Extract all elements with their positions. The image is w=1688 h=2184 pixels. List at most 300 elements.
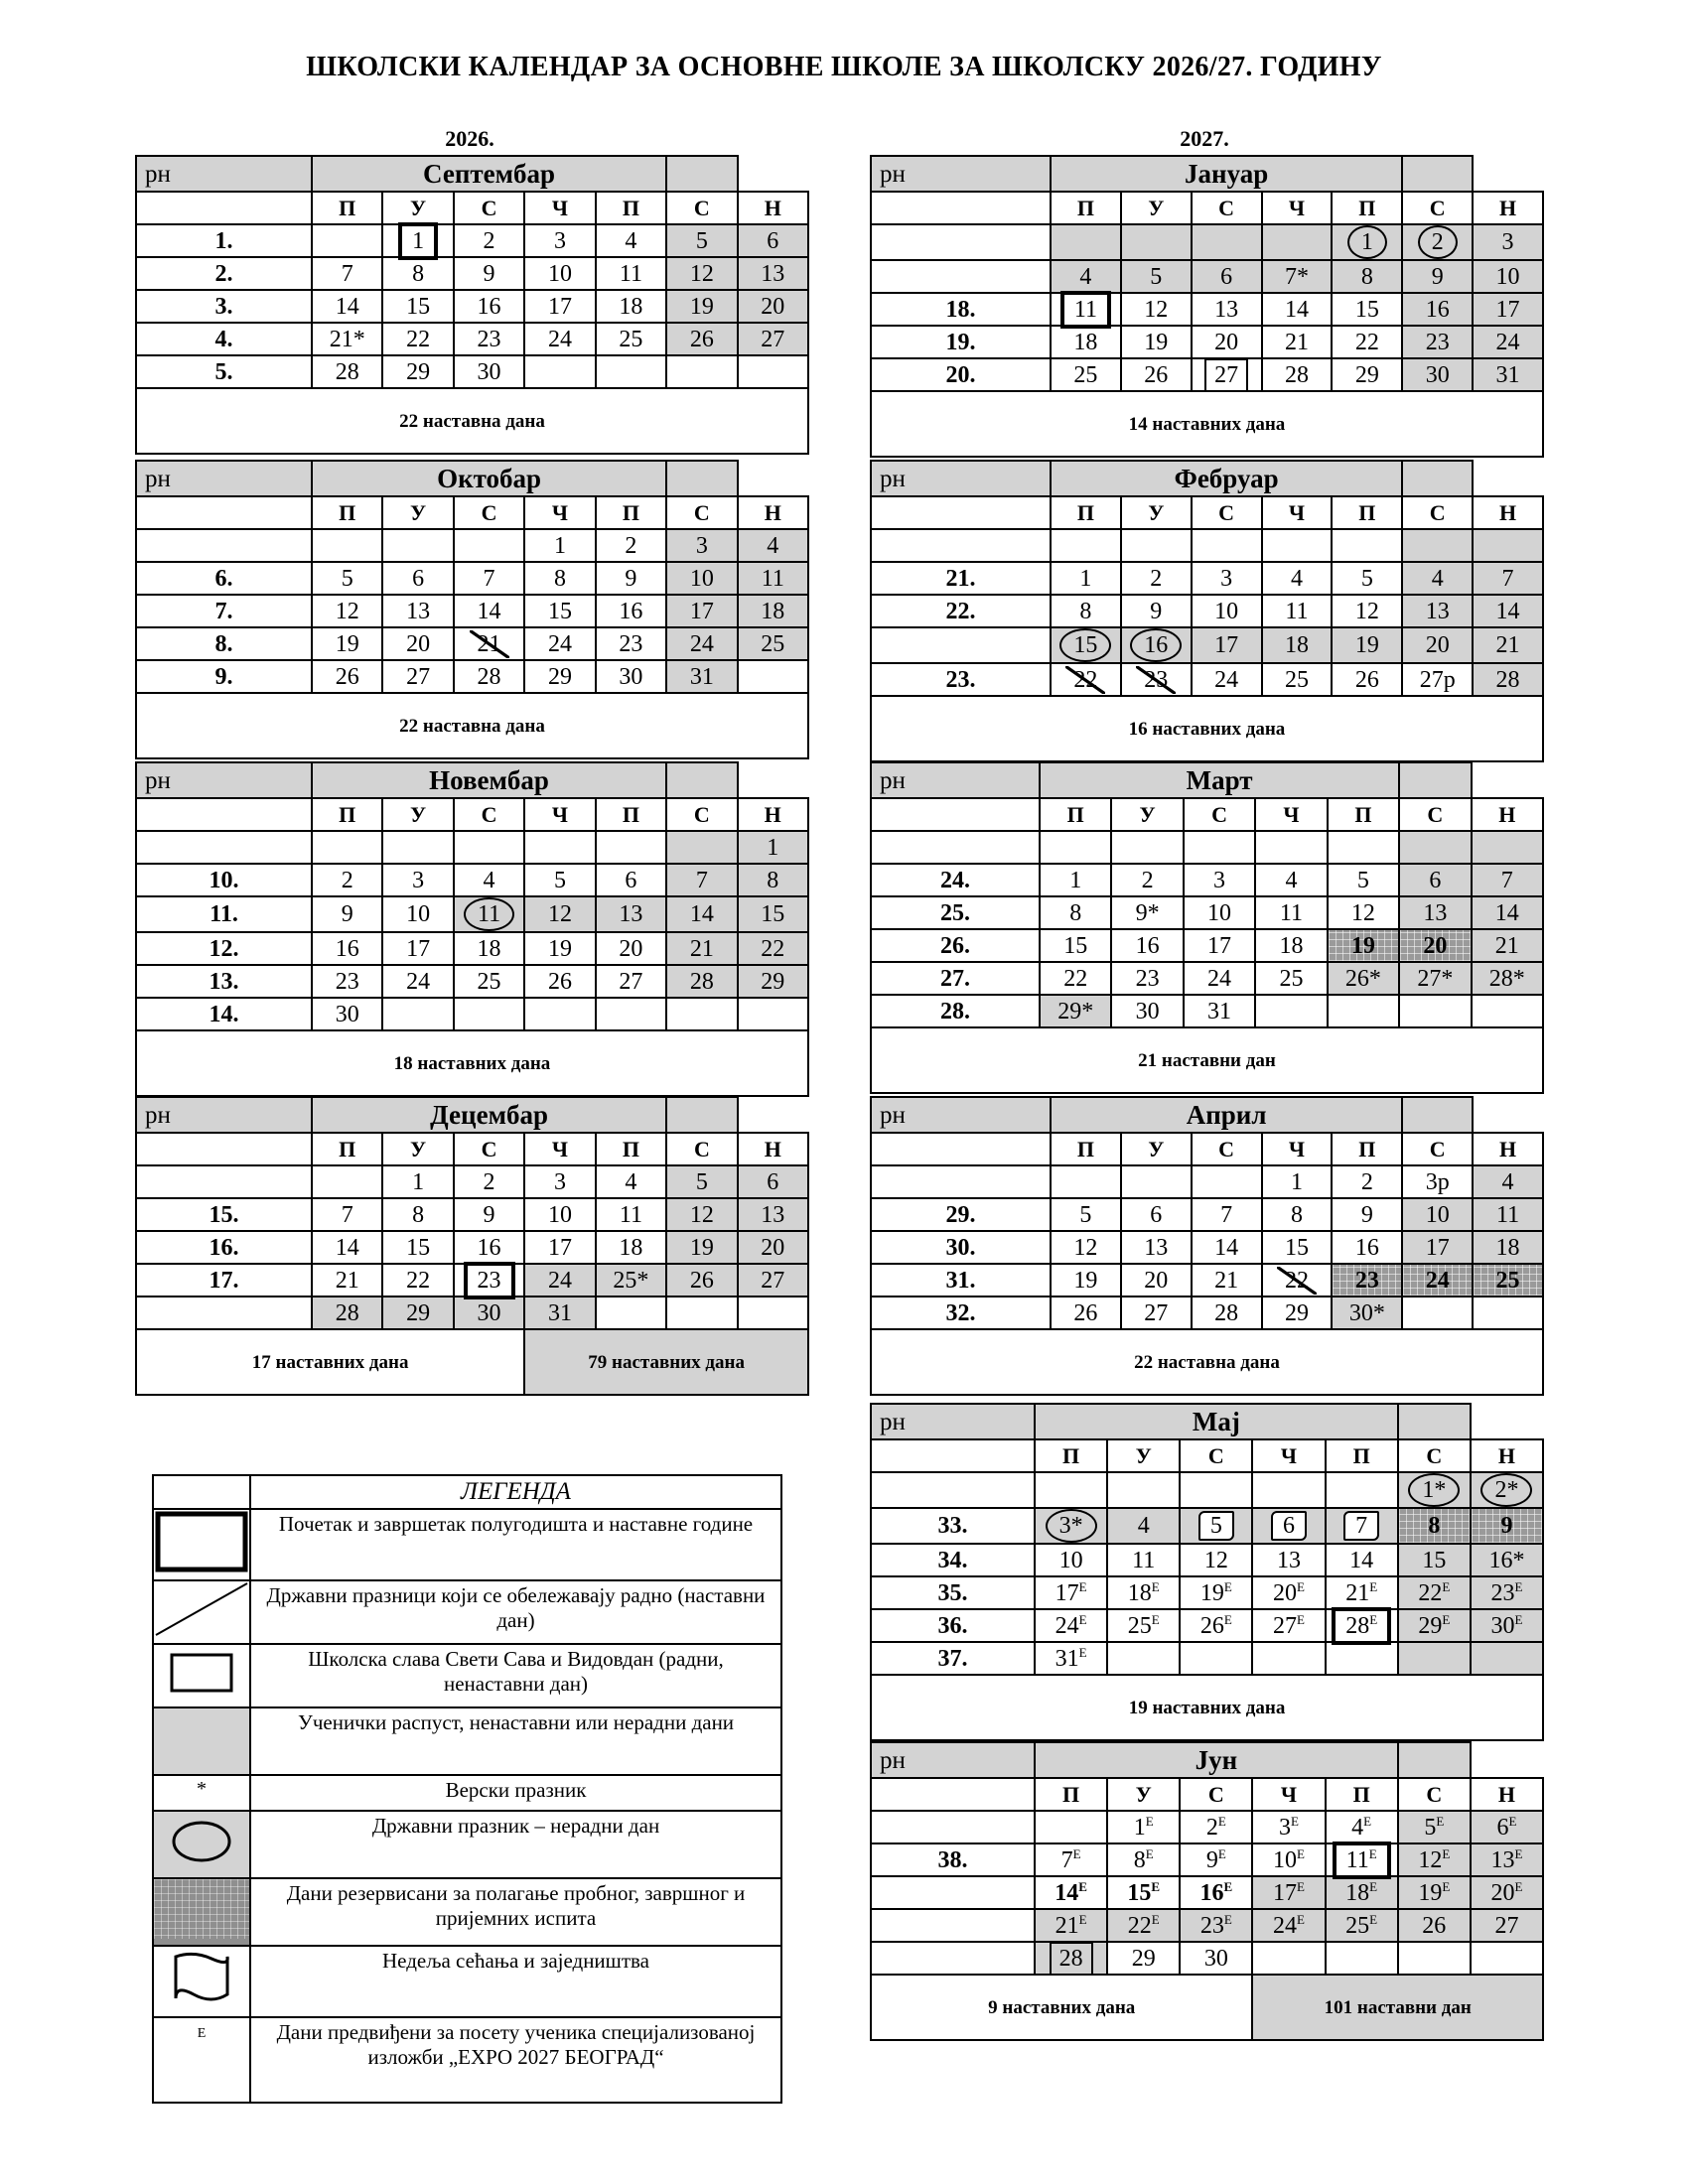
day-value: 21	[1495, 632, 1520, 658]
day-cell	[1051, 529, 1121, 562]
day-cell	[1262, 224, 1333, 260]
weekday-header: П	[312, 192, 382, 224]
weekday-header: П	[1040, 798, 1111, 831]
day-cell	[382, 1297, 453, 1329]
day-number	[1132, 932, 1164, 960]
day-cell	[1107, 1909, 1180, 1942]
day-cell	[596, 932, 666, 965]
day-value: 13	[406, 598, 431, 624]
day-value: 21	[1345, 1579, 1370, 1606]
day-number	[686, 1234, 718, 1262]
day-value: 27	[619, 968, 643, 995]
day-number	[1287, 1201, 1307, 1229]
day-value: 14	[689, 901, 714, 927]
day-value: 26*	[1344, 965, 1381, 992]
day-number	[1281, 631, 1313, 659]
day-cell	[1471, 1472, 1543, 1508]
day-cell	[1473, 1165, 1543, 1198]
expo-marker: Е	[1369, 1578, 1378, 1594]
day-value: 17	[1273, 1879, 1298, 1906]
day-cell	[454, 595, 524, 627]
day-number	[615, 293, 646, 321]
month-table	[135, 460, 809, 759]
day-cell	[1328, 864, 1399, 896]
teaching-days-month: 22 наставна дана	[871, 1329, 1543, 1395]
header-blank	[1402, 156, 1473, 192]
day-value: 10	[547, 1201, 572, 1228]
day-number	[1140, 1299, 1172, 1327]
day-number	[1498, 565, 1518, 593]
day-number	[1130, 1814, 1158, 1842]
day-value: 24	[406, 968, 431, 995]
day-cell	[454, 562, 524, 595]
weekday-header: П	[1051, 1133, 1121, 1165]
year-label-2026: 2026.	[445, 126, 494, 151]
day-cell	[738, 1264, 808, 1297]
day-number	[1351, 296, 1383, 324]
day-cell	[596, 660, 666, 693]
day-value: 4	[1351, 1814, 1364, 1841]
day-number	[1351, 666, 1383, 694]
day-value: 3*	[1058, 1513, 1083, 1539]
day-number	[1275, 965, 1307, 993]
legend-text: Државни празници који се обележавају радно (наставни дан)	[250, 1580, 781, 1644]
day-cell	[666, 627, 737, 660]
day-value: 30	[1135, 998, 1160, 1024]
expo-marker: Е	[1078, 1578, 1087, 1594]
day-value: 11	[619, 1201, 642, 1228]
day-value: 19	[1073, 1267, 1098, 1294]
day-number	[1485, 965, 1529, 993]
day-cell	[1192, 562, 1262, 595]
day-number	[615, 630, 646, 658]
day-value: 9	[1431, 263, 1444, 290]
expo-marker: Е	[1223, 1911, 1232, 1927]
day-value: 16	[477, 293, 501, 320]
day-value: 21	[1214, 1267, 1239, 1294]
week-number	[136, 529, 312, 562]
day-cell	[1398, 1576, 1471, 1609]
day-cell	[1035, 1544, 1107, 1576]
day-value: 9	[1500, 1513, 1513, 1539]
day-cell	[524, 864, 595, 896]
day-number	[1196, 1579, 1236, 1607]
day-cell	[454, 998, 524, 1030]
day-number	[1140, 329, 1172, 356]
day-cell	[596, 998, 666, 1030]
day-value: 13	[619, 901, 643, 927]
day-cell	[1107, 1811, 1180, 1843]
legend-symbol-text: *	[197, 1778, 207, 1800]
day-cell	[312, 290, 382, 323]
expo-marker: Е	[1514, 1845, 1523, 1861]
day-number-box	[468, 1266, 511, 1296]
day-value: 9	[341, 901, 353, 927]
day-number	[544, 663, 576, 691]
day-value: 21	[689, 935, 714, 962]
blank-cell	[871, 1439, 1035, 1472]
day-cell	[1040, 995, 1111, 1027]
week-number: 23.	[871, 663, 1051, 696]
day-value: 25	[1127, 1612, 1152, 1639]
weekday-header: Н	[738, 496, 808, 529]
legend-symbol-box	[153, 1644, 250, 1707]
day-value: 13	[1490, 1846, 1515, 1873]
day-number	[1059, 965, 1091, 993]
weekday-header: П	[1051, 192, 1121, 224]
weekday-header: С	[1180, 1778, 1252, 1811]
day-value: 5	[1356, 867, 1369, 893]
day-cell	[738, 224, 808, 257]
day-value: 4	[1501, 1168, 1514, 1195]
day-number	[1276, 899, 1307, 927]
day-cell	[1332, 627, 1402, 663]
day-cell	[312, 831, 382, 864]
day-cell	[1192, 1297, 1262, 1329]
day-value: 29	[1284, 1299, 1309, 1326]
day-cell	[1184, 962, 1255, 995]
day-value: 26	[1354, 666, 1379, 693]
day-value: 26	[689, 1267, 714, 1294]
blank-cell	[136, 1133, 312, 1165]
week-number: 25.	[871, 896, 1040, 929]
expo-marker: Е	[1151, 1578, 1160, 1594]
weekday-header: У	[1121, 1133, 1192, 1165]
day-value: 27	[1273, 1612, 1298, 1639]
day-value: 27*	[1417, 965, 1454, 992]
weekday-header: С	[454, 496, 524, 529]
day-number	[1418, 1912, 1450, 1940]
day-cell	[454, 1198, 524, 1231]
day-value: 8	[1360, 263, 1373, 290]
day-value: 16*	[1488, 1547, 1525, 1573]
day-number	[1275, 932, 1307, 960]
day-number	[1281, 598, 1312, 625]
day-value: 18	[1127, 1579, 1152, 1606]
day-cell	[1184, 864, 1255, 896]
day-cell	[1121, 224, 1192, 260]
day-number	[1123, 1879, 1164, 1907]
day-cell	[1121, 529, 1192, 562]
day-cell	[1471, 1811, 1543, 1843]
day-cell	[382, 355, 453, 388]
weekday-header: Ч	[1252, 1778, 1325, 1811]
day-value: 15	[1063, 932, 1088, 959]
day-cell	[1332, 1198, 1402, 1231]
week-number: 1.	[136, 224, 312, 257]
day-value: 11	[1285, 598, 1309, 624]
day-value: 24	[547, 1267, 572, 1294]
day-value: 17	[547, 1234, 572, 1261]
day-value: 5	[553, 867, 566, 893]
day-value: 18	[1284, 632, 1309, 658]
day-number	[332, 663, 363, 691]
day-value: 25	[1279, 965, 1304, 992]
day-cell	[738, 1198, 808, 1231]
legend-symbol-grid	[153, 1878, 250, 1946]
day-cell	[1121, 1231, 1192, 1264]
week-number-header: рн	[871, 1742, 1035, 1778]
day-value: 30	[335, 1001, 359, 1027]
day-value: 15	[547, 598, 572, 624]
day-number	[326, 326, 369, 353]
blank-cell	[871, 798, 1040, 831]
day-value: 1	[412, 1168, 425, 1195]
day-cell	[1332, 1264, 1402, 1297]
day-cell	[1040, 962, 1111, 995]
day-cell	[1035, 1811, 1107, 1843]
day-cell	[1328, 831, 1399, 864]
teaching-days-month: 17 наставних дана	[136, 1329, 524, 1395]
day-number	[1146, 263, 1166, 291]
month-table	[135, 155, 809, 455]
day-cell	[1332, 293, 1402, 326]
week-number: 14.	[136, 998, 312, 1030]
day-number	[1128, 1945, 1160, 1973]
day-value: 3	[1220, 565, 1233, 592]
week-number	[871, 831, 1040, 864]
day-cell	[1255, 929, 1327, 962]
day-value: 14	[335, 1234, 359, 1261]
day-number	[1414, 1846, 1454, 1874]
day-value: 6	[767, 227, 779, 254]
day-cell	[1252, 1811, 1325, 1843]
day-value: 22	[1063, 965, 1088, 992]
week-number: 2.	[136, 257, 312, 290]
day-value: 29	[1354, 361, 1379, 388]
day-cell	[666, 998, 737, 1030]
day-value: 2	[483, 1168, 495, 1195]
day-cell	[596, 1165, 666, 1198]
day-value: 2	[1205, 1814, 1218, 1841]
day-value: 16	[1135, 932, 1160, 959]
day-value: 8	[553, 565, 566, 592]
day-number	[1075, 565, 1095, 593]
day-value: 30	[619, 663, 643, 690]
weekday-header: С	[666, 1133, 737, 1165]
day-cell	[1398, 1508, 1471, 1544]
day-cell	[1262, 1297, 1333, 1329]
day-number	[1075, 1201, 1095, 1229]
day-cell	[1326, 1909, 1398, 1942]
day-number	[1351, 361, 1383, 389]
day-cell	[1326, 1508, 1398, 1544]
day-value: 31	[1495, 361, 1520, 388]
day-cell	[1192, 1264, 1262, 1297]
week-number-header: рн	[871, 1404, 1035, 1439]
day-number	[763, 532, 782, 560]
day-cell	[312, 932, 382, 965]
day-number	[1134, 1512, 1154, 1540]
day-number	[480, 260, 499, 288]
day-cell	[1402, 1165, 1473, 1198]
day-value: 24	[1207, 965, 1232, 992]
day-number	[1418, 1547, 1450, 1574]
day-cell	[1332, 1231, 1402, 1264]
expo-marker: Е	[1151, 1878, 1161, 1894]
day-number-flag	[1343, 1511, 1379, 1541]
day-value: 14	[1055, 1879, 1079, 1906]
day-value: 8	[1290, 1201, 1303, 1228]
day-cell	[666, 831, 737, 864]
day-value: 23	[1144, 666, 1169, 693]
weekday-header: С	[1180, 1439, 1252, 1472]
day-number	[615, 900, 646, 928]
day-number	[1140, 1267, 1172, 1295]
weekday-header: Н	[1472, 798, 1543, 831]
day-value: 9	[1205, 1846, 1218, 1873]
day-cell	[1121, 293, 1192, 326]
day-cell	[596, 1264, 666, 1297]
day-value: 11	[619, 260, 642, 287]
weekday-header: Н	[1473, 496, 1543, 529]
day-number-oval	[1480, 1473, 1532, 1507]
day-number	[686, 935, 718, 963]
month-name: Март	[1040, 762, 1399, 798]
day-number	[544, 935, 576, 963]
day-value: 25	[1073, 361, 1098, 388]
day-value: 4	[767, 532, 779, 559]
day-value: 27	[761, 326, 785, 352]
day-number	[1202, 1814, 1230, 1842]
legend-text: Државни празник – нерадни дан	[250, 1811, 781, 1878]
day-cell	[1398, 1544, 1471, 1576]
day-cell	[524, 831, 595, 864]
week-number: 16.	[136, 1231, 312, 1264]
day-number	[757, 260, 788, 288]
day-number	[402, 663, 434, 691]
day-number	[1124, 1579, 1164, 1607]
day-number	[1281, 361, 1313, 389]
day-cell	[1252, 1576, 1325, 1609]
teaching-days-semester: 101 наставни дан	[1252, 1975, 1543, 2040]
day-cell	[382, 1165, 453, 1198]
day-number	[1422, 598, 1454, 625]
day-cell	[1399, 831, 1471, 864]
day-value: 13	[1423, 899, 1448, 926]
week-number: 36.	[871, 1609, 1035, 1642]
day-number	[1287, 565, 1307, 593]
day-value: 19	[1144, 329, 1169, 355]
month-name: Јун	[1035, 1742, 1398, 1778]
month-table	[870, 155, 1544, 458]
week-number: 3.	[136, 290, 312, 323]
day-value: 9	[483, 1201, 495, 1228]
day-number	[692, 227, 712, 255]
expo-marker: Е	[1442, 1878, 1451, 1894]
day-value: 2	[1360, 1168, 1373, 1195]
day-cell	[1262, 1264, 1333, 1297]
header-blank	[1399, 762, 1471, 798]
day-value: 9*	[1135, 899, 1160, 926]
day-number	[338, 1201, 357, 1229]
day-cell	[1399, 929, 1471, 962]
day-value: 14	[1284, 296, 1309, 323]
day-cell	[666, 1231, 737, 1264]
expo-marker: Е	[1514, 1878, 1523, 1894]
expo-marker: Е	[1508, 1813, 1517, 1829]
month-table	[870, 1403, 1544, 1741]
week-number: 30.	[871, 1231, 1051, 1264]
day-cell	[1326, 1811, 1398, 1843]
day-cell	[1121, 627, 1192, 663]
day-number	[402, 326, 434, 353]
week-number: 20.	[871, 358, 1051, 391]
day-cell	[382, 998, 453, 1030]
day-value: 25	[1495, 1267, 1520, 1294]
day-number	[550, 227, 570, 255]
day-value: 5	[695, 1168, 708, 1195]
day-cell	[312, 1297, 382, 1329]
day-number	[550, 867, 570, 894]
day-cell	[1398, 1642, 1471, 1675]
day-value: 6	[1220, 263, 1233, 290]
day-cell	[596, 965, 666, 998]
day-cell	[1262, 326, 1333, 358]
day-cell	[1107, 1472, 1180, 1508]
day-value: 28*	[1488, 965, 1525, 992]
day-value: 24	[1214, 666, 1239, 693]
weekday-header: С	[666, 798, 737, 831]
day-cell	[1398, 1876, 1471, 1909]
day-value: 7	[695, 867, 708, 893]
day-value: 3	[553, 1168, 566, 1195]
day-cell	[666, 660, 737, 693]
day-value: 2*	[1494, 1477, 1519, 1503]
day-number	[1210, 666, 1242, 694]
day-cell	[666, 1165, 737, 1198]
day-cell	[596, 257, 666, 290]
day-cell	[1473, 1231, 1543, 1264]
day-cell	[1121, 1297, 1192, 1329]
day-value: 2	[1150, 565, 1163, 592]
day-value: 2	[341, 867, 353, 893]
header-blank	[666, 762, 737, 798]
legend-symbol-gray	[153, 1707, 250, 1775]
expo-marker: Е	[1442, 1845, 1451, 1861]
day-number	[1347, 932, 1379, 960]
day-number	[758, 565, 788, 593]
day-value: 14	[1349, 1547, 1374, 1573]
day-cell	[738, 965, 808, 998]
day-number	[1341, 1879, 1381, 1907]
day-cell	[1328, 929, 1399, 962]
day-number	[1146, 598, 1166, 625]
day-value: 21	[1494, 932, 1519, 959]
day-number	[1347, 1814, 1375, 1842]
day-number	[1055, 1547, 1087, 1574]
day-cell	[1252, 1544, 1325, 1576]
day-value: 23	[335, 968, 359, 995]
day-cell	[454, 1165, 524, 1198]
day-value: 7	[1355, 1513, 1368, 1539]
day-value: 26	[1073, 1299, 1098, 1326]
day-number	[338, 565, 357, 593]
day-value: 13	[761, 1201, 785, 1228]
day-number	[1345, 1299, 1389, 1327]
expo-marker: Е	[1145, 1813, 1154, 1829]
day-cell	[1121, 1264, 1192, 1297]
day-number	[1130, 1846, 1158, 1874]
day-cell	[596, 1198, 666, 1231]
day-value: 12	[1203, 1547, 1228, 1573]
day-cell	[1328, 896, 1399, 929]
day-number	[1351, 329, 1383, 356]
expo-marker: Е	[1297, 1911, 1305, 1927]
day-value: 12	[1350, 899, 1375, 926]
day-number	[686, 663, 718, 691]
day-value: 17	[1055, 1579, 1079, 1606]
